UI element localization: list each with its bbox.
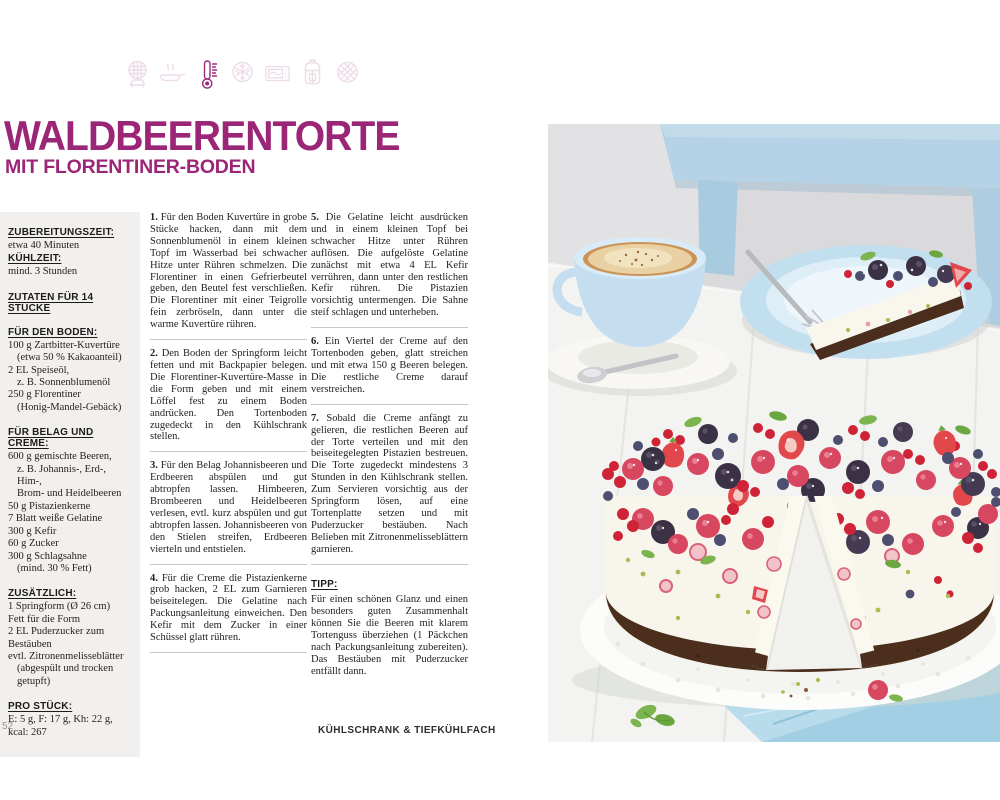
waffle-iron-icon bbox=[124, 56, 151, 92]
ingredient-line: 100 g Zartbitter-Kuvertüre bbox=[8, 339, 120, 351]
step-number: 1. bbox=[150, 212, 158, 223]
step-divider bbox=[311, 564, 468, 565]
ingredient-line: 1 Springform (Ø 26 cm) bbox=[8, 601, 111, 613]
recipe-title: WALDBEERENTORTE bbox=[4, 112, 400, 159]
ingredient-line: (mind. 30 % Fett) bbox=[17, 562, 92, 574]
step-text: Für den Boden Kuvertüre in grobe Stücke hacken, dann mit dem Sonnenblumenöl in einem kleinen Topf im Wasserbad bei schwacher Hitze unter Rühren schmelzen. Die Florentiner in einen Gefrierbeutel geben, den Beutel fest verschließen. Die Florentiner mit einer Teigrolle fein zerbröseln, dann unter die warme Kuvertüre rühren. bbox=[150, 212, 307, 331]
step-number: 5. bbox=[311, 212, 319, 223]
cooking-method-icons bbox=[124, 56, 361, 92]
additional-heading: ZUSÄTZLICH: bbox=[8, 588, 77, 600]
step-text: Für die Creme die Pistazienkerne grob hacken, 2 EL zum Garnieren beiseitelegen. Die Gelatine nach Packungsanleitung einweichen. Den Kefir mit dem Zucker in einer Schüssel glatt rühren. bbox=[150, 572, 307, 644]
thermometer-icon bbox=[194, 56, 221, 92]
ingredient-line: 7 Blatt weiße Gelatine bbox=[8, 513, 103, 525]
instructions-column-2 bbox=[311, 212, 468, 678]
step-number: 6. bbox=[311, 336, 319, 348]
microwave-icon bbox=[264, 56, 291, 92]
step-1 bbox=[150, 212, 307, 331]
step-divider bbox=[150, 339, 307, 340]
ingredient-line: 2 EL Speiseöl, bbox=[8, 364, 70, 376]
recipe-photo-illustration bbox=[548, 124, 1000, 742]
step-divider bbox=[150, 652, 307, 653]
step-divider bbox=[311, 404, 468, 405]
kitchen-machine-icon bbox=[299, 56, 326, 92]
ingredient-line: 60 g Zucker bbox=[8, 538, 59, 550]
prep-time-heading: ZUBEREITUNGSZEIT: bbox=[8, 227, 115, 238]
nutrition-value: E: 5 g, F: 17 g, Kh: 22 g, kcal: 267 bbox=[8, 714, 113, 738]
step-divider bbox=[311, 327, 468, 328]
ingredient-line: z. B. Johannis-, Erd-, Him-, bbox=[17, 463, 106, 488]
snowflake-icon bbox=[229, 56, 256, 92]
round-grill-icon bbox=[334, 56, 361, 92]
tip-heading: TIPP: bbox=[311, 578, 338, 590]
topping-ingredients-heading: FÜR BELAG UND CREME: bbox=[8, 427, 94, 450]
chapter-footer: KÜHLSCHRANK & TIEFKÜHLFACH bbox=[318, 725, 496, 736]
instructions-column-1 bbox=[150, 212, 307, 661]
step-divider bbox=[150, 451, 307, 452]
nutrition-section bbox=[8, 701, 132, 739]
step-5 bbox=[311, 212, 468, 319]
ingredient-line: (etwa 50 % Kakaoanteil) bbox=[17, 352, 122, 364]
page-number: 52 bbox=[2, 721, 14, 732]
ingredients-sidebar bbox=[0, 212, 140, 757]
base-ingredients-section bbox=[8, 327, 132, 414]
step-number: 7. bbox=[311, 412, 319, 424]
tip-text: Für einen schönen Glanz und einen besonders guten Zusammenhalt können Sie die Beeren mit klarem Tortenguss überziehen (1 Päckchen nach Packungsanleitung zubereiten). Das Bestäuben mit Puderzucker entfällt dann. bbox=[311, 594, 468, 677]
ingredient-line: 300 g Schlagsahne bbox=[8, 550, 87, 562]
ingredient-line: 250 g Florentiner bbox=[8, 389, 81, 401]
chill-time-heading: KÜHLZEIT: bbox=[8, 253, 62, 265]
step-text: Für den Belag Johannisbeeren und Erdbeeren abspülen und gut abtropfen lassen. Himbeeren, Brombeeren und Heidelbeeren verlesen, evtl. kurz abspülen und gut abtropfen lassen. Johannisbeeren von den Stielen streifen, Erdbeeren vierteln und entstielen. bbox=[150, 460, 308, 555]
step-number: 2. bbox=[150, 348, 158, 360]
ingredient-line: 50 g Pistazienkerne bbox=[8, 500, 91, 512]
recipe-subtitle: MIT FLORENTINER-BODEN bbox=[5, 156, 256, 178]
ingredient-line: 300 g Kefir bbox=[8, 525, 57, 537]
yield-section bbox=[8, 292, 132, 314]
step-4 bbox=[150, 573, 307, 644]
step-text: Den Boden der Springform leicht fetten und mit Backpapier belegen. Die Florentiner-Kuvertüre-Masse in die Form geben und mit einem Löffel fest zu einem Boden andrücken. Den Tortenboden zugedeckt in den Kühlschrank stellen. bbox=[150, 348, 307, 443]
steaming-pan-icon bbox=[159, 56, 186, 92]
ingredient-line: (Honig-Mandel-Gebäck) bbox=[17, 401, 122, 413]
ingredient-line: evtl. Zitronenmelisseblätter bbox=[8, 650, 124, 662]
step-number: 4. bbox=[150, 572, 158, 584]
step-2 bbox=[150, 348, 307, 443]
ingredient-line: 2 EL Puderzucker zum Bestäuben bbox=[8, 626, 105, 650]
ingredient-line: z. B. Sonnenblumenöl bbox=[17, 377, 111, 389]
topping-ingredients-section bbox=[8, 427, 132, 575]
step-number: 3. bbox=[150, 460, 158, 472]
step-text: Die Gelatine leicht ausdrücken und in einem kleinen Topf bei schwacher Hitze unter Rühren auflösen. Die aufgelöste Gelatine zunächst mit etwa 4 EL Kefir verrühren, dann unter den restlichen Kefir rühren. Die Pistazien vorsichtig untermengen. Die Sahne steif schlagen und unterheben. bbox=[311, 212, 468, 319]
prep-time-value: etwa 40 Minuten bbox=[8, 240, 80, 251]
step-3 bbox=[150, 460, 307, 555]
ingredient-line: Brom- und Heidelbeeren bbox=[17, 488, 122, 500]
nutrition-heading: PRO STÜCK: bbox=[8, 701, 73, 713]
chill-time-value: mind. 3 Stunden bbox=[8, 266, 78, 278]
base-ingredients-heading: FÜR DEN BODEN: bbox=[8, 326, 98, 338]
step-6 bbox=[311, 336, 468, 396]
step-text: Ein Viertel der Creme auf den Tortenboden geben, glatt streichen und mit etwa 150 g Beeren belegen. Die restliche Creme darauf verstreichen. bbox=[311, 336, 469, 395]
additional-section bbox=[8, 588, 132, 688]
ingredient-line: (abgespült und trocken getupft) bbox=[17, 663, 114, 687]
ingredient-line: Fett für die Form bbox=[8, 613, 81, 625]
chill-time-section bbox=[8, 253, 132, 278]
recipe-photo bbox=[548, 124, 1000, 742]
step-divider bbox=[150, 564, 307, 565]
ingredient-line: 600 g gemischte Beeren, bbox=[8, 451, 112, 463]
step-text: Sobald die Creme anfängt zu gelieren, die restlichen Beeren auf der Torte verteilen und mit den beiseitegelegten Pistazien bestreuen. Die Torte zugedeckt mindestens 3 Stunden in den Kühlschrank stellen. Zum Servieren vorsichtig aus der Springform lösen, auf eine Tortenplatte setzen und mit Puderzucker bestäuben. Nach Belieben mit Zitronenmelisseblättern garnieren. bbox=[311, 412, 468, 555]
prep-time-section bbox=[8, 227, 132, 252]
step-7 bbox=[311, 413, 468, 556]
yield-heading: ZUTATEN FÜR 14 STÜCKE bbox=[8, 291, 94, 314]
